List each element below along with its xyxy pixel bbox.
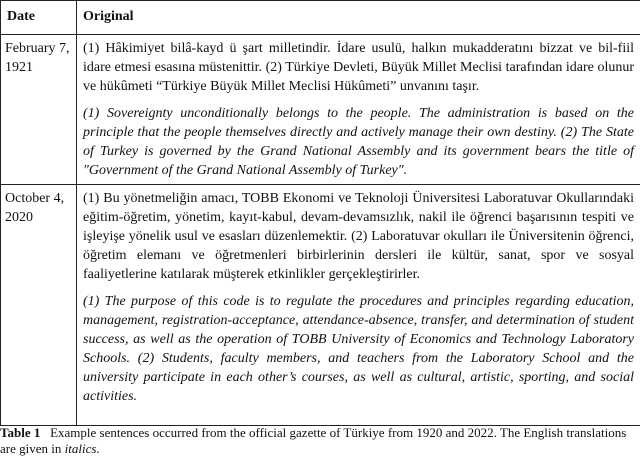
- row-date-cell: February 7, 1921: [1, 35, 77, 185]
- caption-label: Table 1: [0, 425, 41, 440]
- table-caption: [0, 425, 636, 457]
- caption-end: .: [96, 441, 100, 456]
- turkish-text: (1) Hâkimiyet bilâ-kayd ü şart milletindir. İdare usulü, halkın mukadderatını bizzat ve bil-fiil idare etmesi esasına müstenittir. (2) Türkiye Devleti, Büyük Millet Meclisi tarafından idare olunur ve hükûmeti “Türkiye Büyük Millet Meclisi Hükûmeti” unvanını taşır.: [83, 41, 634, 94]
- turkish-text: (1) Bu yönetmeliğin amacı, TOBB Ekonomi ve Teknoloji Üniversitesi Laboratuvar Okullarındaki eğitim-öğretim, yönetim, kayıt-kabul, devam-devamsızlık, nakil ile öğrenci başarısının tespiti ve işleyişe yönelik usul ve esasları düzenlemektir. (2) Laboratuvar okulları ile Üniversitenin öğrenci, öğretim elemanı ve öğretmenleri birbirlerinin dersleri ile kültür, sanat, spor ve sosyal faaliyetlerine katılarak müşterek etkinlikler gerçekleştirirler.: [83, 191, 634, 282]
- header-original: Original: [77, 1, 640, 35]
- table-row: [1, 185, 640, 426]
- caption-text: Example sentences occurred from the official gazette of Türkiye from 1920 and 2022. The English translations are given in: [0, 425, 627, 456]
- header-date: Date: [1, 1, 77, 35]
- caption-italic-word: italics: [64, 441, 97, 456]
- english-translation: (1) Sovereignty unconditionally belongs to the people. The administration is based on the principle that the people themselves directly and actively manage their own destiny. (2) The State of Turkey is governed by the Grand National Assembly and its government bears the title of "Government of the Grand National Assembly of Turkey".: [83, 106, 634, 178]
- english-translation: (1) The purpose of this code is to regulate the procedures and principles regarding education, management, registration-acceptance, attendance-absence, transfer, and determination of student success, as well as the operation of TOBB University of Economics and Technology Laboratory Schools. (2) Students, faculty members, and teachers from the Laboratory School and the university participate in each other’s courses, as well as cultural, artistic, sporting, and social activities.: [83, 294, 634, 404]
- row-date-cell: October 4, 2020: [1, 185, 77, 426]
- table-row: [1, 35, 640, 185]
- table-header-row: [1, 1, 640, 35]
- row-original-cell: [77, 185, 640, 426]
- row-original-cell: [77, 35, 640, 185]
